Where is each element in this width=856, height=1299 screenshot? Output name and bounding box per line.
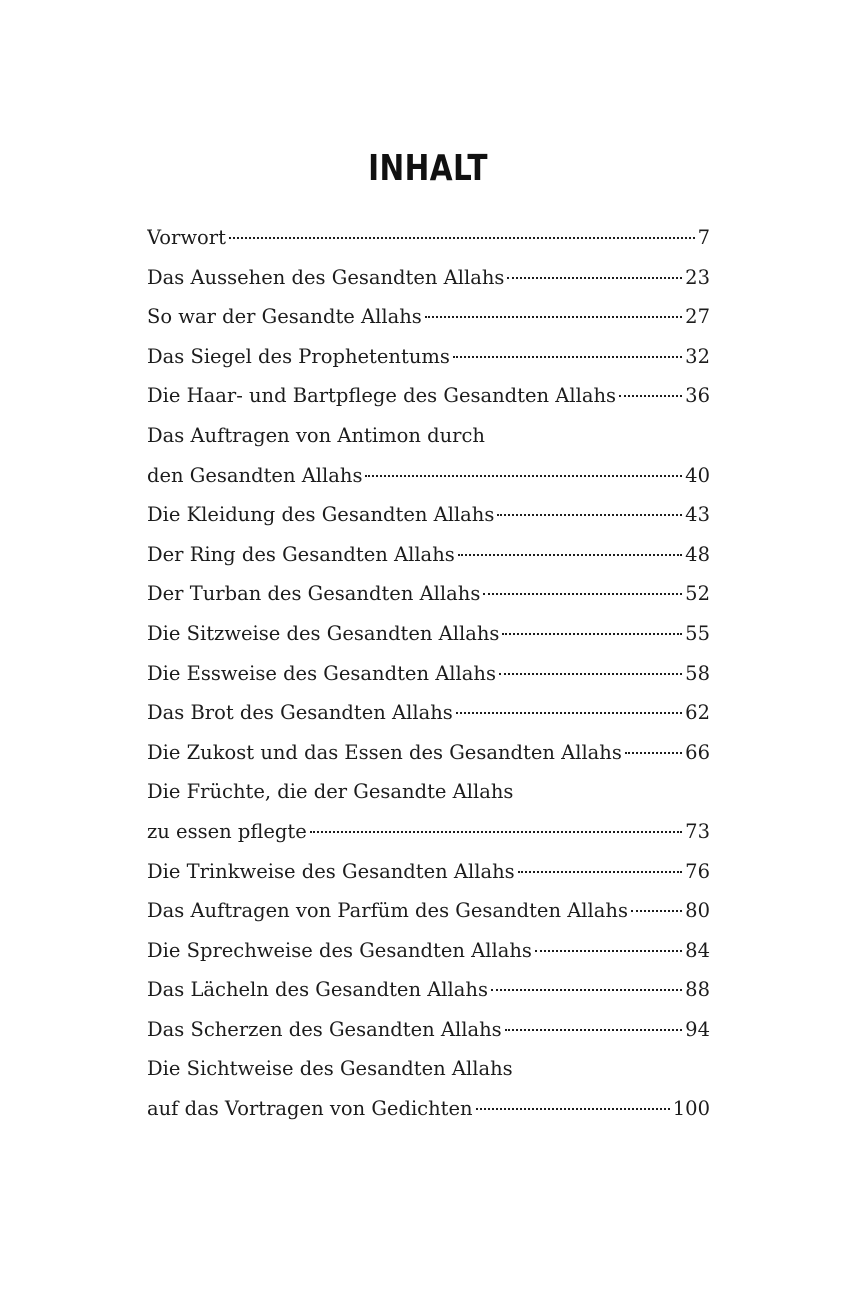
toc-entry [147,614,710,654]
toc-entry [147,1010,710,1050]
toc-page-number: 7 [697,226,710,249]
toc-entry-title: Das Brot des Gesandten Allahs [147,701,453,725]
toc-entry [147,733,710,773]
toc-entry [147,693,710,733]
toc-entry-title: Der Ring des Gesandten Allahs [147,542,455,566]
toc-entry-title: Das Auftragen von Antimon durch [147,423,485,447]
dot-leader [507,277,682,279]
toc-entry [147,535,710,575]
dot-leader [505,1029,683,1031]
toc-entry-title: Die Trinkweise des Gesandten Allahs [147,859,515,883]
toc-entry [147,218,710,258]
toc-entry [147,970,710,1010]
toc-entry [147,931,710,971]
toc-page-number: 40 [685,463,710,487]
toc-page-number: 100 [672,1097,710,1121]
toc-entry [147,574,710,614]
toc-page-number: 55 [685,621,710,645]
page-title: INHALT [368,148,488,189]
toc-entry [147,337,710,377]
toc-entry-title: Das Siegel des Prophetentums [147,344,450,368]
toc-page-number: 27 [685,305,710,329]
toc-entry [147,852,710,892]
dot-leader [453,356,682,358]
toc-entry-title: Die Sitzweise des Gesandten Allahs [147,621,500,645]
toc-page-number: 88 [685,978,710,1002]
toc-page-number: 58 [685,661,710,685]
dot-leader [518,871,683,873]
table-of-contents [147,218,710,1129]
toc-page-number: 62 [685,701,710,725]
toc-entry-title: Die Kleidung des Gesandten Allahs [147,503,495,527]
dot-leader [491,989,682,991]
dot-leader [365,475,682,477]
dot-leader [425,316,682,318]
toc-page-number: 80 [685,899,710,923]
toc-entry-title: Die Zukost und das Essen des Gesandten Allahs [147,740,622,764]
toc-entry [147,1049,710,1089]
dot-leader [229,237,695,239]
toc-entry-continuation [147,1089,710,1129]
dot-leader [483,593,682,595]
toc-entry [147,772,710,812]
toc-entry-title: Das Lächeln des Gesandten Allahs [147,978,488,1002]
dot-leader [619,395,682,397]
toc-page-number: 23 [685,265,710,289]
toc-entry-title: Die Früchte, die der Gesandte Allahs [147,780,514,804]
dot-leader [535,950,682,952]
toc-entry-continuation [147,812,710,852]
toc-entry-title: Die Haar- und Bartpflege des Gesandten Allahs [147,384,617,408]
toc-page-number: 94 [685,1017,710,1041]
toc-entry-title: Vorwort [147,226,226,249]
toc-page-number: 43 [685,503,710,527]
toc-entry [147,258,710,298]
toc-entry [147,297,710,337]
toc-entry-title: Die Sichtweise des Gesandten Allahs [147,1057,513,1081]
toc-entry [147,416,710,456]
toc-entry [147,376,710,416]
toc-entry-title: Die Essweise des Gesandten Allahs [147,661,496,685]
toc-entry-title-continued: auf das Vortragen von Gedichten [147,1097,473,1121]
toc-entry-title: Der Turban des Gesandten Allahs [147,582,481,606]
toc-entry [147,891,710,931]
toc-entry-title-continued: zu essen pflegte [147,819,307,843]
dot-leader [476,1108,670,1110]
dot-leader [497,514,682,516]
toc-entry-title-continued: den Gesandten Allahs [147,463,363,487]
toc-entry-continuation [147,456,710,496]
toc-page-number: 52 [685,582,710,606]
toc-entry-title: So war der Gesandte Allahs [147,305,422,329]
dot-leader [456,712,682,714]
toc-page-number: 73 [685,819,710,843]
dot-leader [631,910,682,912]
toc-entry [147,654,710,694]
dot-leader [458,554,682,556]
toc-page-number: 36 [685,384,710,408]
toc-entry-title: Die Sprechweise des Gesandten Allahs [147,938,532,962]
dot-leader [499,673,682,675]
dot-leader [625,752,682,754]
toc-page-number: 32 [685,344,710,368]
toc-entry-title: Das Auftragen von Parfüm des Gesandten Allahs [147,899,628,923]
toc-page-number: 84 [685,938,710,962]
toc-page-number: 48 [685,542,710,566]
toc-entry [147,495,710,535]
toc-entry-title: Das Aussehen des Gesandten Allahs [147,265,505,289]
toc-page-number: 66 [685,740,710,764]
toc-entry-title: Das Scherzen des Gesandten Allahs [147,1017,502,1041]
dot-leader [502,633,682,635]
dot-leader [310,831,682,833]
toc-page-number: 76 [685,859,710,883]
